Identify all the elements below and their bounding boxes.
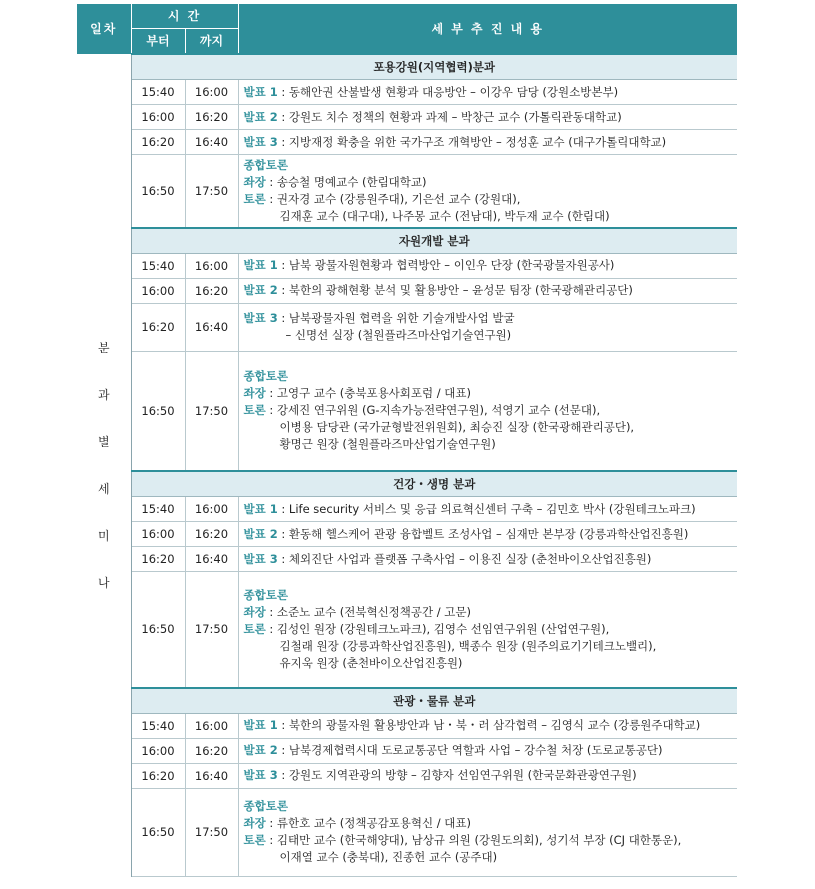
presentation-row (77, 522, 737, 547)
time-to: 16:20 (185, 522, 238, 547)
presentation-content (238, 713, 737, 738)
panel-text-cont: 이병용 담당관 (국가균형발전위원회), 최승진 실장 (한국광해관리공단), (279, 420, 635, 435)
presentation-text: : 강원도 지역관광의 방향 – 김향자 선임연구위원 (한국문화관광연구원) (277, 768, 637, 782)
presentation-content (238, 497, 737, 522)
chair-text: : 소준노 교수 (전북혁신정책공간 / 고문) (265, 604, 472, 619)
panel-line (244, 191, 738, 208)
section-title: 자원개발 분과 (131, 228, 737, 254)
time-from: 16:00 (131, 278, 185, 303)
presentation-text: : 북한의 광물자원 활용방안과 남・북・러 삼각협력 – 김영식 교수 (강릉원주대학교) (277, 718, 701, 732)
panel-label: 토론 (243, 403, 266, 418)
presentation-row (77, 763, 737, 788)
time-from: 16:20 (131, 763, 185, 788)
presentation-line (244, 109, 738, 126)
day-label-char: 별 (97, 435, 110, 450)
panel-line (244, 832, 738, 849)
chair-label: 좌장 (243, 386, 266, 401)
presentation-text: : 체외진단 사업과 플랫폼 구축사업 – 이용진 실장 (춘천바이오산업진흥원) (277, 551, 652, 566)
time-to: 16:20 (185, 105, 238, 130)
presentation-label: 발표 3 (243, 551, 278, 566)
presentation-text: : 북한의 광해현황 분석 및 활용방안 – 윤성문 팀장 (한국광해관리공단) (277, 283, 633, 297)
time-to: 17:50 (185, 572, 238, 688)
discussion-content (238, 572, 737, 688)
section-title: 포용강원(지역협력)분과 (131, 54, 737, 80)
time-from: 15:40 (131, 253, 185, 278)
time-to: 16:00 (185, 80, 238, 105)
time-to: 16:00 (185, 497, 238, 522)
discussion-heading: 종합토론 (243, 157, 288, 172)
presentation-row (77, 253, 737, 278)
time-to: 17:50 (185, 155, 238, 228)
presentation-line (244, 134, 738, 151)
chair-label: 좌장 (243, 174, 266, 189)
panel-line (244, 402, 738, 419)
presentation-line (244, 84, 738, 101)
time-to: 16:40 (185, 763, 238, 788)
presentation-label: 발표 2 (243, 109, 278, 124)
discussion-content (238, 155, 737, 228)
section-row (77, 688, 737, 714)
presentation-line (244, 526, 738, 543)
presentation-line (244, 282, 738, 299)
presentation-label: 발표 1 (243, 718, 278, 732)
discussion-row (77, 351, 737, 471)
day-cell (77, 54, 131, 876)
presentation-text-cont: – 신명선 실장 (철원플라즈마산업기술연구원) (285, 328, 512, 342)
section-row (77, 471, 737, 497)
presentation-content (238, 278, 737, 303)
presentation-line (244, 310, 738, 327)
time-from: 15:40 (131, 713, 185, 738)
presentation-text: : 동해안권 산불발생 현황과 대응방안 – 이강우 담당 (강원소방본부) (277, 84, 619, 99)
day-label-char: 세 (97, 482, 110, 497)
presentation-label: 발표 2 (243, 283, 278, 297)
time-from: 16:20 (131, 130, 185, 155)
time-from: 16:50 (131, 788, 185, 876)
chair-text: : 류한호 교수 (정책공감포용혁신 / 대표) (265, 816, 472, 830)
discussion-row (77, 155, 737, 228)
time-from: 16:00 (131, 738, 185, 763)
presentation-content (238, 130, 737, 155)
presentation-content (238, 80, 737, 105)
presentation-text: : 남북 광물자원현황과 협력방안 – 이인우 단장 (한국광물자원공사) (277, 258, 615, 272)
presentation-row (77, 497, 737, 522)
presentation-content (238, 303, 737, 351)
panel-label: 토론 (243, 621, 266, 636)
panel-text: : 김성인 원장 (강원테크노파크), 김영수 선임연구위원 (산업연구원), (265, 621, 610, 636)
presentation-text: : 남북경제협력시대 도로교통공단 역할과 사업 – 강수철 처장 (도로교통공단) (277, 743, 663, 757)
presentation-label: 발표 2 (243, 526, 278, 541)
header-from: 부터 (131, 28, 185, 54)
panel-text-cont: 이재열 교수 (충북대), 진종헌 교수 (공주대) (279, 850, 498, 864)
time-to: 17:50 (185, 788, 238, 876)
chair-line (244, 604, 738, 621)
presentation-text: : 남북광물자원 협력을 위한 기술개발사업 발굴 (277, 311, 515, 325)
time-to: 16:40 (185, 303, 238, 351)
presentation-line (244, 767, 738, 784)
chair-text: : 송승철 명예교수 (한림대학교) (265, 174, 427, 189)
presentation-row (77, 713, 737, 738)
presentation-label: 발표 1 (243, 501, 278, 516)
presentation-row (77, 105, 737, 130)
section-row (77, 54, 737, 80)
header-to: 까지 (185, 28, 238, 54)
presentation-content (238, 738, 737, 763)
time-to: 16:40 (185, 130, 238, 155)
presentation-content (238, 763, 737, 788)
day-label-char: 분 (97, 341, 110, 356)
chair-line (244, 174, 738, 191)
panel-label: 토론 (243, 191, 266, 206)
header-day: 일차 (77, 4, 131, 54)
presentation-label: 발표 1 (243, 84, 278, 99)
panel-text: : 권자경 교수 (강릉원주대), 기은선 교수 (강원대), (265, 191, 521, 206)
time-from: 16:00 (131, 105, 185, 130)
presentation-label: 발표 1 (243, 258, 278, 272)
presentation-label: 발표 3 (243, 311, 278, 325)
time-from: 16:50 (131, 351, 185, 471)
presentation-text: : 환동해 헬스케어 관광 융합벨트 조성사업 – 심재만 본부장 (강릉과학산업진흥원) (277, 526, 689, 541)
time-to: 16:20 (185, 738, 238, 763)
time-from: 16:20 (131, 303, 185, 351)
section-row (77, 228, 737, 254)
time-from: 16:50 (131, 155, 185, 228)
presentation-line (244, 257, 738, 274)
presentation-label: 발표 2 (243, 743, 278, 757)
section-title: 건강・생명 분과 (131, 471, 737, 497)
time-to: 16:20 (185, 278, 238, 303)
presentation-label: 발표 3 (243, 134, 278, 149)
presentation-text: : 지방재정 확충을 위한 국가구조 개혁방안 – 정성훈 교수 (대구가톨릭대학교) (277, 134, 667, 149)
time-from: 16:20 (131, 547, 185, 572)
day-label-char: 미 (97, 529, 110, 544)
discussion-row (77, 572, 737, 688)
presentation-row (77, 303, 737, 351)
chair-text: : 고영구 교수 (충북포용사회포럼 / 대표) (265, 386, 472, 401)
day-label-char: 나 (97, 576, 110, 591)
time-to: 16:40 (185, 547, 238, 572)
schedule-table (77, 4, 737, 877)
presentation-row (77, 130, 737, 155)
presentation-content (238, 105, 737, 130)
chair-line (244, 815, 738, 832)
presentation-content (238, 547, 737, 572)
presentation-row (77, 80, 737, 105)
presentation-row (77, 738, 737, 763)
discussion-row (77, 788, 737, 876)
time-to: 17:50 (185, 351, 238, 471)
time-to: 16:00 (185, 253, 238, 278)
panel-text: : 김태만 교수 (한국해양대), 남상규 의원 (강원도의회), 성기석 부장 (CJ 대한통운), (265, 833, 682, 847)
presentation-text: : 강원도 치수 정책의 현황과 과제 – 박창근 교수 (가톨릭관동대학교) (277, 109, 622, 124)
presentation-row (77, 547, 737, 572)
presentation-line (244, 742, 738, 759)
time-from: 15:40 (131, 497, 185, 522)
discussion-content (238, 351, 737, 471)
presentation-content (238, 253, 737, 278)
presentation-line (244, 717, 738, 734)
discussion-heading: 종합토론 (243, 799, 288, 813)
presentation-row (77, 278, 737, 303)
panel-text-cont: 김철래 원장 (강릉과학산업진흥원), 백종수 원장 (원주의료기기테크노밸리), (279, 638, 657, 653)
chair-label: 좌장 (243, 816, 266, 830)
time-from: 16:50 (131, 572, 185, 688)
chair-label: 좌장 (243, 604, 266, 619)
section-title: 관광・물류 분과 (131, 688, 737, 714)
time-to: 16:00 (185, 713, 238, 738)
chair-line (244, 385, 738, 402)
presentation-text: : Life security 서비스 및 응급 의료혁신센터 구축 – 김민호 박사 (강원테크노파크) (277, 501, 696, 516)
discussion-heading: 종합토론 (243, 369, 288, 384)
panel-text-cont: 황명근 원장 (철원플라즈마산업기술연구원) (279, 437, 496, 452)
discussion-content (238, 788, 737, 876)
panel-text: : 강세진 연구위원 (G-지속가능전략연구원), 석영기 교수 (선문대), (265, 403, 601, 418)
presentation-line (244, 501, 738, 518)
presentation-line (244, 551, 738, 568)
panel-text-cont: 유지욱 원장 (춘천바이오산업진흥원) (279, 655, 463, 670)
header-time: 시 간 (131, 4, 238, 28)
presentation-content (238, 522, 737, 547)
header-content: 세 부 추 진 내 용 (238, 4, 737, 54)
day-label-char: 과 (97, 388, 110, 403)
panel-line (244, 621, 738, 638)
time-from: 16:00 (131, 522, 185, 547)
time-from: 15:40 (131, 80, 185, 105)
presentation-label: 발표 3 (243, 768, 278, 782)
discussion-heading: 종합토론 (243, 587, 288, 602)
panel-text-cont: 김재훈 교수 (대구대), 나주몽 교수 (전남대), 박두재 교수 (한림대) (279, 208, 610, 223)
panel-label: 토론 (243, 833, 266, 847)
